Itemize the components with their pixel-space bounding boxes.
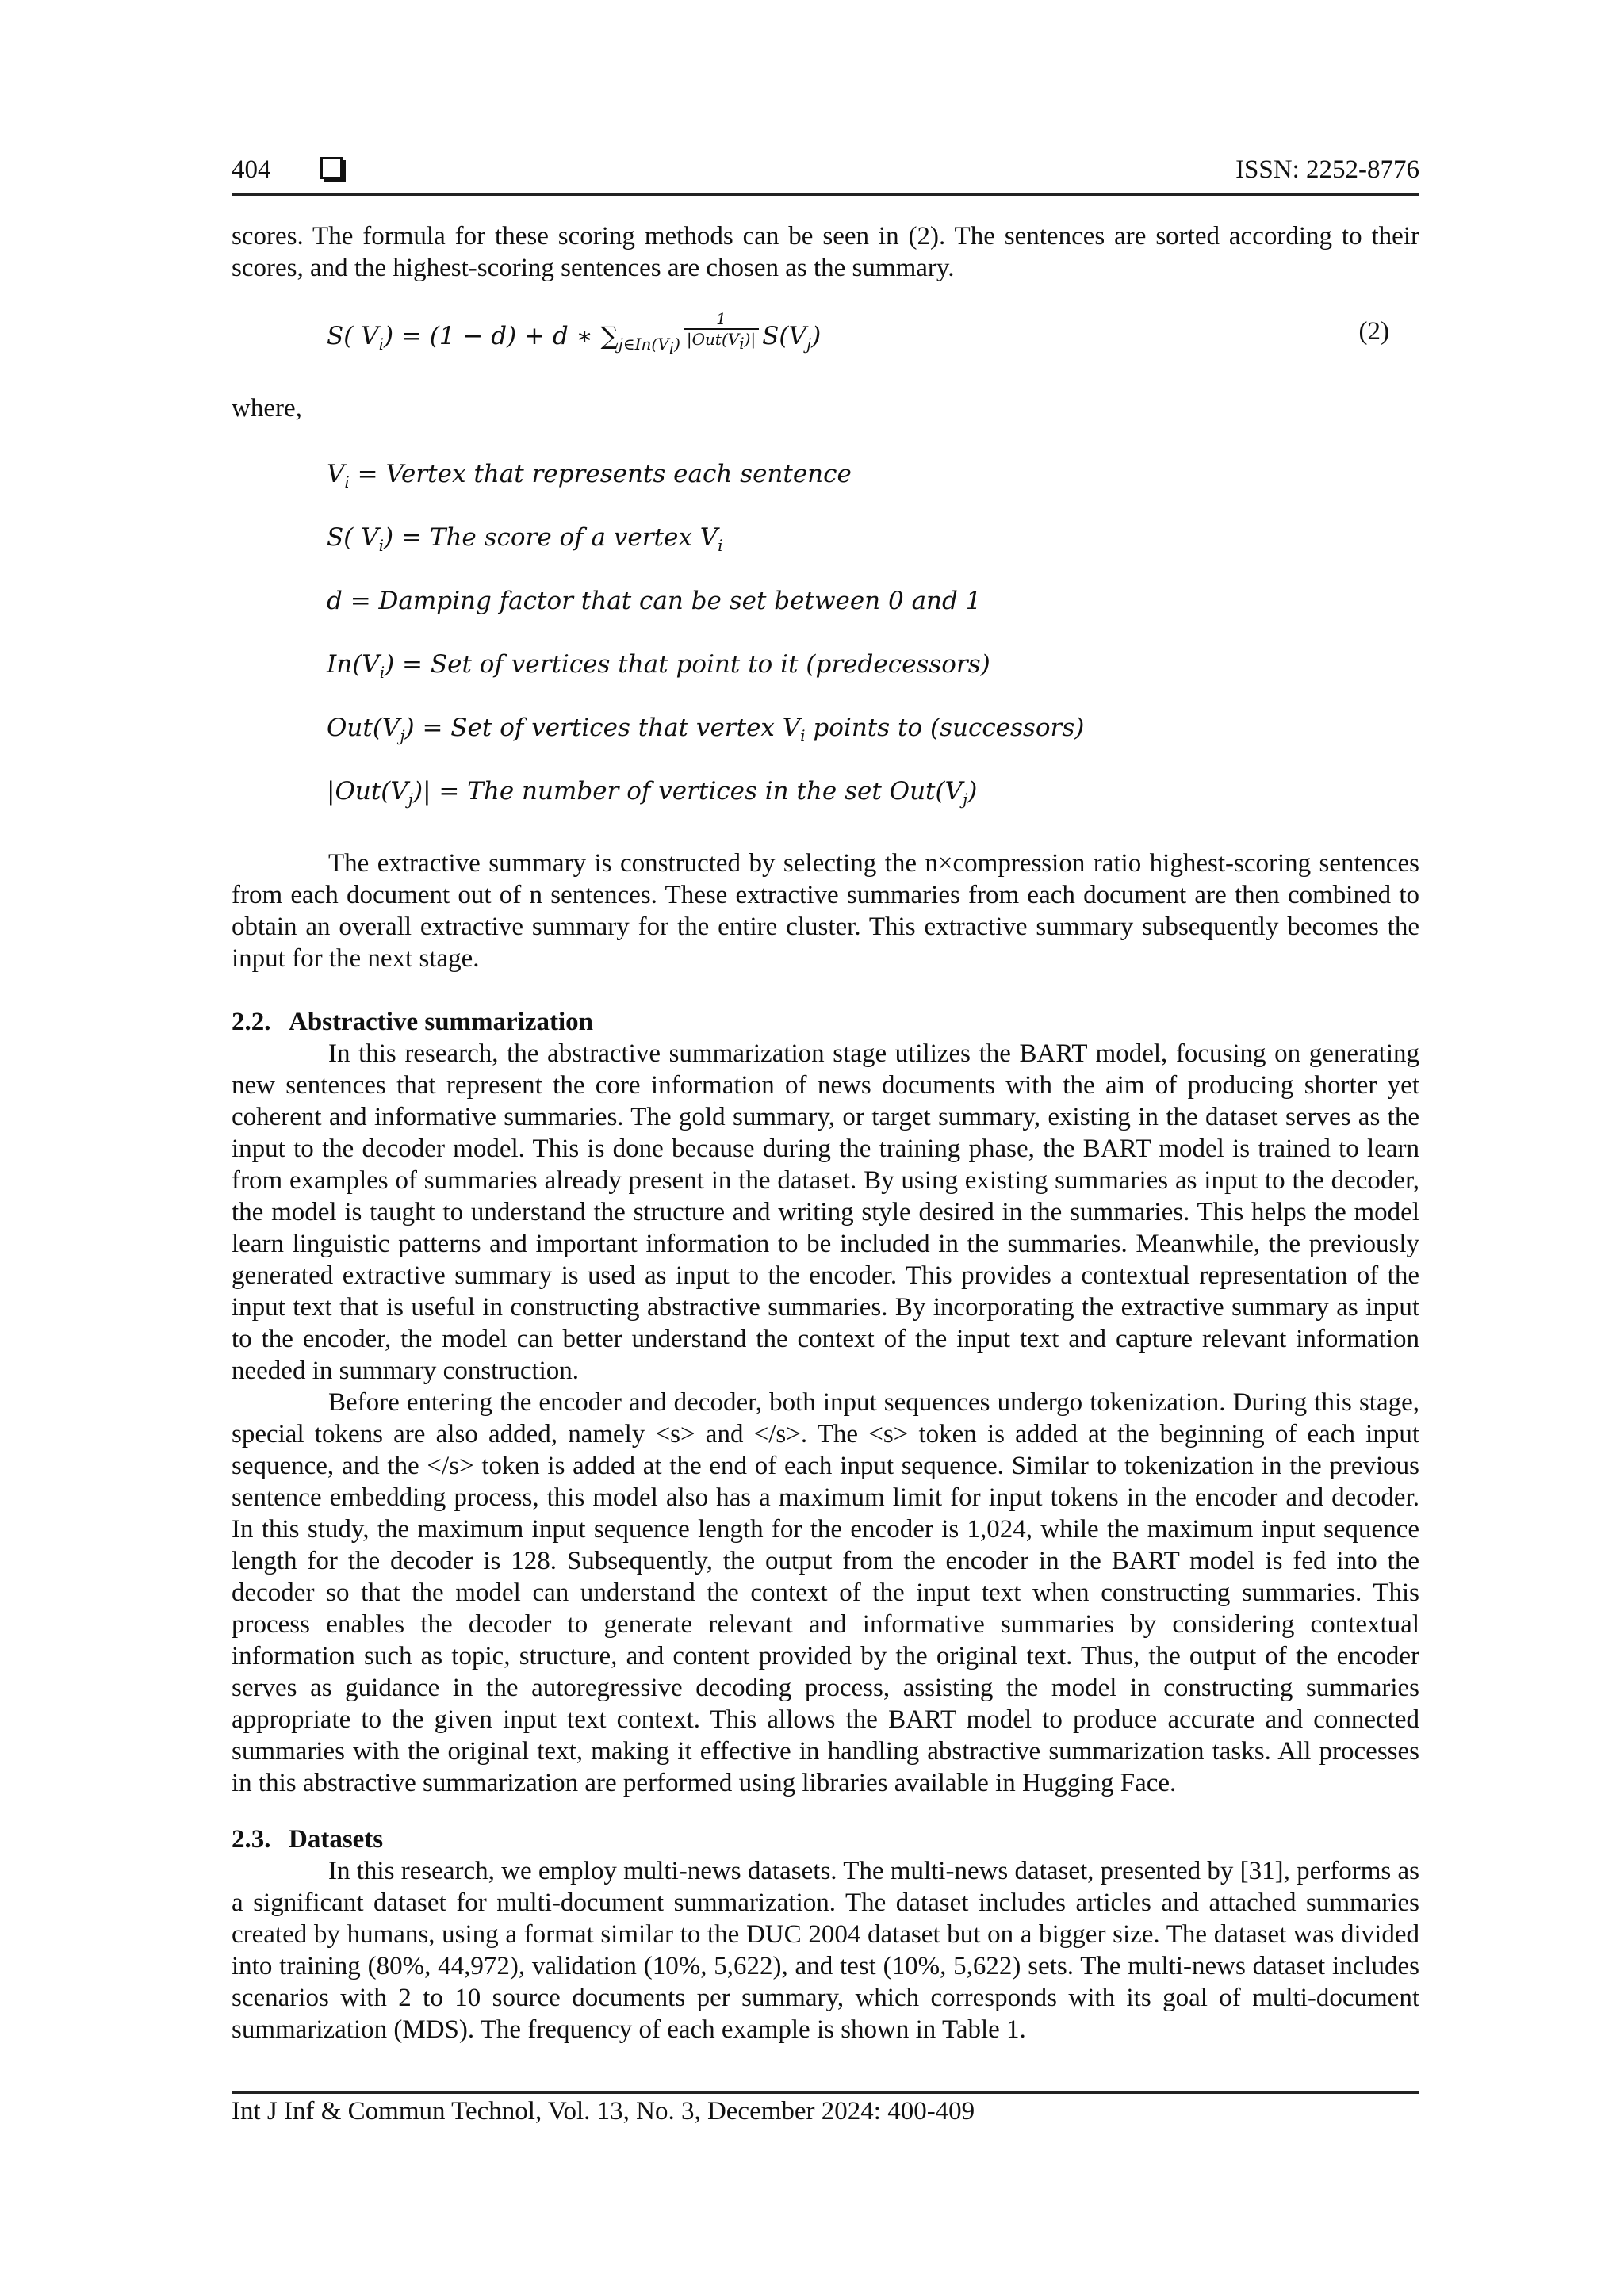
section-paragraph: Before entering the encoder and decoder, both input sequences undergo tokenization. During this stage, special tokens are also added, namely <s> and </s>. The <s> token is added at the beginning of each input sequence, and the </s> token is added at the end of each input sequence. Similar to tokenization in the previous sentence embedding process, this model also has a maximum limit for input tokens in the encoder and decoder. In this study, the maximum input sequence length for the encoder is 1,024, while the maximum input sequence length for the decoder is 128. Subsequently, the output from the encoder in the BART model is fed into the decoder so that the model can understand the context of the input text when constructing summaries. This process enables the decoder to generate relevant and informative summaries by considering contextual information such as topic, structure, and content provided by the original text. Thus, the output of the encoder serves as guidance in the autoregressive decoding process, assisting the model in constructing summaries appropriate to the given input text context. This allows the BART model to produce accurate and connected summaries with the original text, making it effective in handling abstractive summarization tasks. All processes in this abstractive summarization are performed using libraries available in Hugging Face. — [232, 1388, 1419, 1797]
extractive-paragraph: The extractive summary is constructed by selecting the n×compression ratio highest-scoring sentences from each document out of n sentences. These extractive summaries from each document are then combined to obtain an overall extractive summary for the entire cluster. This extractive summary subsequently becomes the input for the next stage. — [232, 849, 1419, 973]
intro-paragraph: scores. The formula for these scoring methods can be seen in (2). The sentences are sorted according to their scores, and the highest-scoring sentences are chosen as the summary. — [232, 222, 1419, 282]
definition-item: $Out(V_j)$ = Set of vertices that vertex $V_i$ points to (successors) — [327, 714, 1085, 746]
equation-2 — [327, 309, 1389, 363]
checkbox-square-icon — [320, 157, 343, 179]
definition-item: $In(V_i)$ = Set of vertices that point to it (predecessors) — [327, 650, 990, 683]
page-footer: Int J Inf & Commun Technol, Vol. 13, No. 3, December 2024: 400-409 — [232, 2091, 1419, 2126]
section-paragraph: In this research, the abstractive summarization stage utilizes the BART model, focusing on generating new sentences that represent the core information of news documents with the aim of producing shorter yet coherent and informative summaries. The gold summary, or target summary, existing in the dataset serves as the input to the decoder model. This is done because during the training phase, the BART model is trained to learn from examples of summaries already present in the dataset. By using existing summaries as input to the decoder, the model is taught to understand the structure and writing style desired in the summaries. This helps the model learn linguistic patterns and important information to be included in the summaries. Meanwhile, the previously generated extractive summary is used as input to the encoder. This provides a contextual representation of the input text that is useful in constructing abstractive summaries. By incorporating the extractive summary as input to the encoder, the model can better understand the context of the input text and capture relevant information needed in summary construction. — [232, 1039, 1419, 1385]
section-2-3 — [232, 1823, 1419, 2045]
definition-item: $V_i$ = Vertex that represents each sentence — [327, 460, 852, 492]
section-heading: 2.2. Abstractive summarization — [232, 1008, 594, 1036]
section-2-2 — [232, 1006, 1419, 1799]
definition-item: d = Damping factor that can be set between 0 and 1 — [327, 587, 982, 615]
page-header — [232, 155, 1419, 196]
equation-number: (2) — [1358, 317, 1389, 346]
section-paragraph: In this research, we employ multi-news datasets. The multi-news dataset, presented by [31], performs as a significant dataset for multi-document summarization. The dataset includes articles and attached summaries created by humans, using a format similar to the DUC 2004 dataset but on a bigger size. The dataset was divided into training (80%, 44,972), validation (10%, 5,622), and test (10%, 5,622) sets. The multi-news dataset includes scenarios with 2 to 10 source documents per summary, which corresponds with its goal of multi-document summarization (MDS). The frequency of each example is shown in Table 1. — [232, 1857, 1419, 2044]
definition-item: S( $V_i$) = The score of a vertex $V_i$ — [327, 523, 723, 556]
where-label: where, — [232, 394, 302, 423]
equation-fraction: $\frac{1}{|Out(V_i)|}$ — [684, 309, 759, 353]
equation-expression: S( $V_i) = (1 - d) + d$ ∗ $\sum_{j\in In(V_i)}$ $\frac{1}{|Out(V_i)|}$ $S(V_j)$ — [327, 309, 822, 358]
intro-paragraph-block — [232, 220, 1419, 284]
section-heading: 2.3. Datasets — [232, 1825, 384, 1854]
extractive-paragraph-block — [232, 848, 1419, 974]
page-number: 404 — [232, 155, 271, 184]
definition-item: $|Out(V_j)|$ = The number of vertices in the set $Out(V_j)$ — [327, 777, 978, 809]
definitions-list — [327, 455, 1084, 836]
issn: ISSN: 2252-8776 — [1235, 155, 1419, 184]
